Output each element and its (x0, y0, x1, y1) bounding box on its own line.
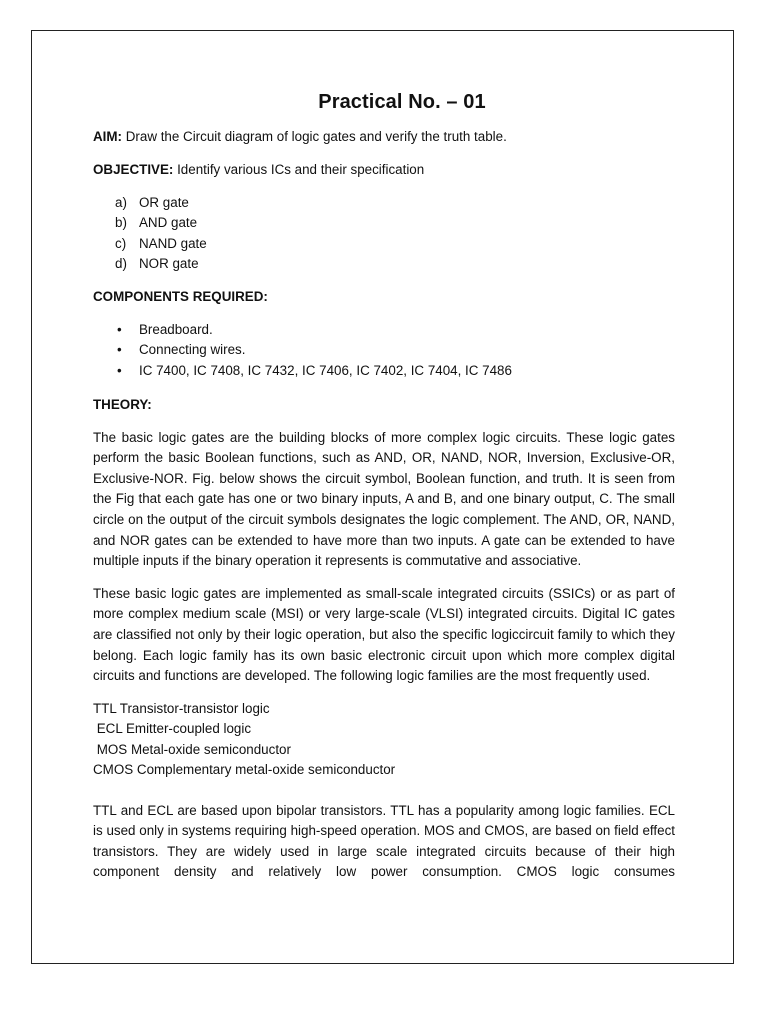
list-item-text: NAND gate (139, 235, 207, 251)
bullet-icon: • (117, 321, 122, 337)
theory-paragraph-2: These basic logic gates are implemented as small-scale integrated circuits (SSICs) or as part of more complex medium scale (MSI) or very large-scale (VLSI) integrated circuits. Digital IC gates are classified not only by their logic operation, but also the specific logiccircuit family to which they belong. Each logic family has its own basic electronic circuit upon which more complex digital circuits and functions are developed. The following logic families are the most frequently used. (93, 585, 675, 684)
list-item (93, 213, 675, 233)
page-title: Practical No. – 01 (318, 91, 486, 113)
list-item-text: AND gate (139, 215, 198, 231)
list-item-text: Breadboard. (139, 321, 213, 337)
list-marker: d) (115, 255, 127, 271)
list-item (93, 340, 675, 361)
list-item-text: NOR gate (139, 255, 199, 271)
components-heading: COMPONENTS REQUIRED: (93, 289, 268, 305)
aim-line (93, 127, 675, 148)
theory-paragraph-3: TTL and ECL are based upon bipolar transistors. TTL has a popularity among logic families. ECL is used only in systems requiring high-speed operation. MOS and CMOS, are based on field effect transistors. They are widely used in large scale integrated circuits because of their high component density and relatively low power consumption. CMOS logic consumes (93, 802, 675, 880)
objective-label: OBJECTIVE: (93, 161, 174, 177)
components-list (93, 320, 675, 382)
list-item: ECL Emitter-coupled logic (93, 721, 252, 737)
aim-text: Draw the Circuit diagram of logic gates and verify the truth table. (122, 129, 507, 144)
list-item: CMOS Complementary metal-oxide semiconductor (93, 762, 396, 778)
theory-paragraph-1: The basic logic gates are the building blocks of more complex logic circuits. These logic gates perform the basic Boolean functions, such as AND, OR, NAND, NOR, Inversion, Exclusive-OR, Exclusive-NOR. Fig. below shows the circuit symbol, Boolean function, and truth. It is seen from the Fig that each gate has one or two binary inputs, A and B, and one binary output, C. The small circle on the output of the circuit symbols designates the logic complement. The AND, OR, NAND, and NOR gates can be extended to have more than two inputs. A gate can be extended to have multiple inputs if the binary operation it represents is commutative and associative. (93, 429, 675, 569)
logic-families-list (93, 699, 675, 781)
list-item: TTL Transistor-transistor logic (93, 700, 270, 716)
list-item (93, 320, 675, 341)
bullet-icon: • (117, 363, 122, 379)
list-item (93, 361, 675, 382)
list-marker: a) (115, 195, 127, 210)
gates-list (93, 193, 675, 274)
list-item (93, 193, 675, 213)
objective-text: Identify various ICs and their specification (173, 161, 425, 177)
list-item: MOS Metal-oxide semiconductor (93, 741, 291, 757)
bullet-icon: • (117, 342, 122, 358)
list-item-text: Connecting wires. (139, 342, 246, 358)
list-marker: b) (115, 215, 127, 231)
list-item (93, 254, 675, 274)
theory-heading: THEORY: (93, 397, 152, 413)
document-body (93, 88, 675, 895)
aim-label: AIM: (93, 129, 123, 144)
objective-line (93, 160, 675, 181)
list-marker: c) (115, 235, 127, 251)
list-item (93, 234, 675, 254)
list-item-text: IC 7400, IC 7408, IC 7432, IC 7406, IC 7402, IC 7404, IC 7486 (139, 363, 512, 379)
list-item-text: OR gate (139, 195, 189, 210)
